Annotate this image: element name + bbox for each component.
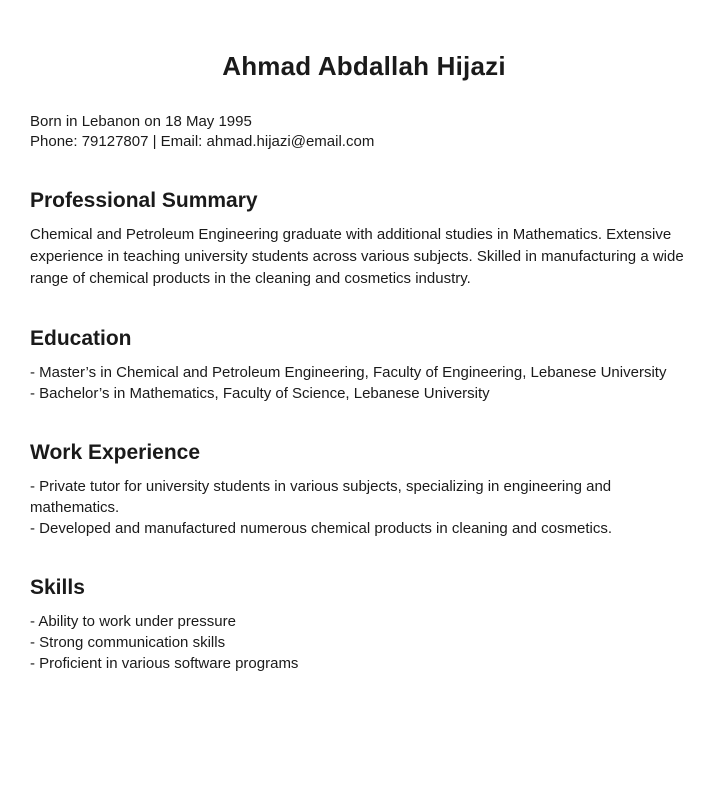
section-work-experience	[30, 441, 698, 539]
professional-summary-text: Chemical and Petroleum Engineering graduate with additional studies in Mathematics. Extensive experience in teaching university students across various subjects. Skilled in manufacturing a wide range of chemical products in the cleaning and cosmetics industry.	[30, 226, 684, 287]
resume-name: Ahmad Abdallah Hijazi	[222, 51, 506, 81]
section-professional-summary	[30, 189, 698, 290]
section-education	[30, 327, 698, 404]
contact-block	[30, 112, 698, 152]
work-experience-list	[30, 476, 698, 539]
contact-phone-email-line: Phone: 79127807 | Email: ahmad.hijazi@email.com	[30, 133, 375, 150]
section-skills	[30, 576, 698, 674]
skills-list	[30, 611, 698, 674]
skills-heading: Skills	[30, 576, 85, 599]
contact-born-line: Born in Lebanon on 18 May 1995	[30, 113, 252, 130]
skills-item: - Strong communication skills	[30, 634, 226, 651]
education-item: - Master’s in Chemical and Petroleum Engineering, Faculty of Engineering, Lebanese University	[30, 364, 667, 381]
education-item: - Bachelor’s in Mathematics, Faculty of Science, Lebanese University	[30, 385, 490, 402]
skills-item: - Proficient in various software programs	[30, 655, 299, 672]
education-heading: Education	[30, 327, 132, 350]
education-list	[30, 362, 698, 404]
professional-summary-heading: Professional Summary	[30, 189, 258, 212]
work-experience-item: - Private tutor for university students in various subjects, specializing in engineering and mathematics.	[30, 478, 612, 516]
work-experience-item: - Developed and manufactured numerous chemical products in cleaning and cosmetics.	[30, 520, 612, 537]
work-experience-heading: Work Experience	[30, 441, 201, 464]
skills-item: - Ability to work under pressure	[30, 613, 236, 630]
